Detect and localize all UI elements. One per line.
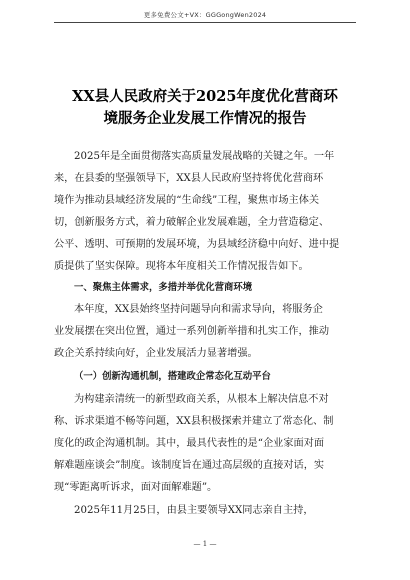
title-line: XX县人民政府关于2025年度优化营商环 bbox=[72, 88, 338, 105]
paragraph-line: 度化的政企沟通机制。其中，最具代表性的是“企业家面对面 bbox=[54, 438, 325, 449]
title-line: 境服务企业发展工作情况的报告 bbox=[103, 110, 307, 127]
page-number: — 1 — bbox=[193, 540, 217, 548]
header-divider bbox=[54, 22, 356, 23]
section-heading: 一、聚焦主体需求，多措并举优化营商环境 bbox=[74, 282, 253, 293]
paragraph-line: 政企关系持续向好，企业发展活力显著增强。 bbox=[54, 348, 258, 359]
header-note: 更多免费公文+VX：GGGongWen2024 bbox=[143, 11, 267, 19]
subsection-heading: （一）创新沟通机制，搭建政企常态化互动平台 bbox=[74, 371, 271, 382]
paragraph-line: 业发展摆在突出位置，通过一系列创新举措和扎实工作，推动 bbox=[54, 326, 330, 337]
paragraph-line: 2025年11月25日，由县主要领导XX同志亲自主持， bbox=[74, 505, 314, 516]
paragraph-line: 切，创新服务方式，着力破解企业发展难题，全力营造稳定、 bbox=[54, 217, 330, 228]
paragraph-line: 称、诉求渠道不畅等问题，XX县积极探索并建立了常态化、制 bbox=[54, 416, 334, 427]
paragraph-line: 公平、透明、可预期的发展环境，为县域经济稳中向好、进中提 bbox=[54, 239, 340, 250]
paragraph-line: 现“零距离听诉求，面对面解难题”。 bbox=[54, 482, 218, 493]
document-title bbox=[56, 86, 354, 130]
paragraph-line: 本年度，XX县始终坚持问题导向和需求导向，将服务企 bbox=[74, 304, 323, 315]
paragraph-line: 境作为推动县域经济发展的“生命线”工程，聚焦市场主体关 bbox=[54, 195, 320, 206]
paragraph-line: 2025年是全面贯彻落实高质量发展战略的关键之年。一年 bbox=[74, 151, 335, 162]
paragraph-line: 解难题座谈会”制度。该制度旨在通过高层级的直接对话，实 bbox=[54, 460, 325, 471]
paragraph-line: 质提供了坚实保障。现将本年度相关工作情况报告如下。 bbox=[54, 261, 309, 272]
paragraph-line: 来，在县委的坚强领导下，XX县人民政府坚持将优化营商环 bbox=[54, 173, 324, 184]
paragraph-line: 为构建亲清统一的新型政商关系，从根本上解决信息不对 bbox=[74, 394, 329, 405]
